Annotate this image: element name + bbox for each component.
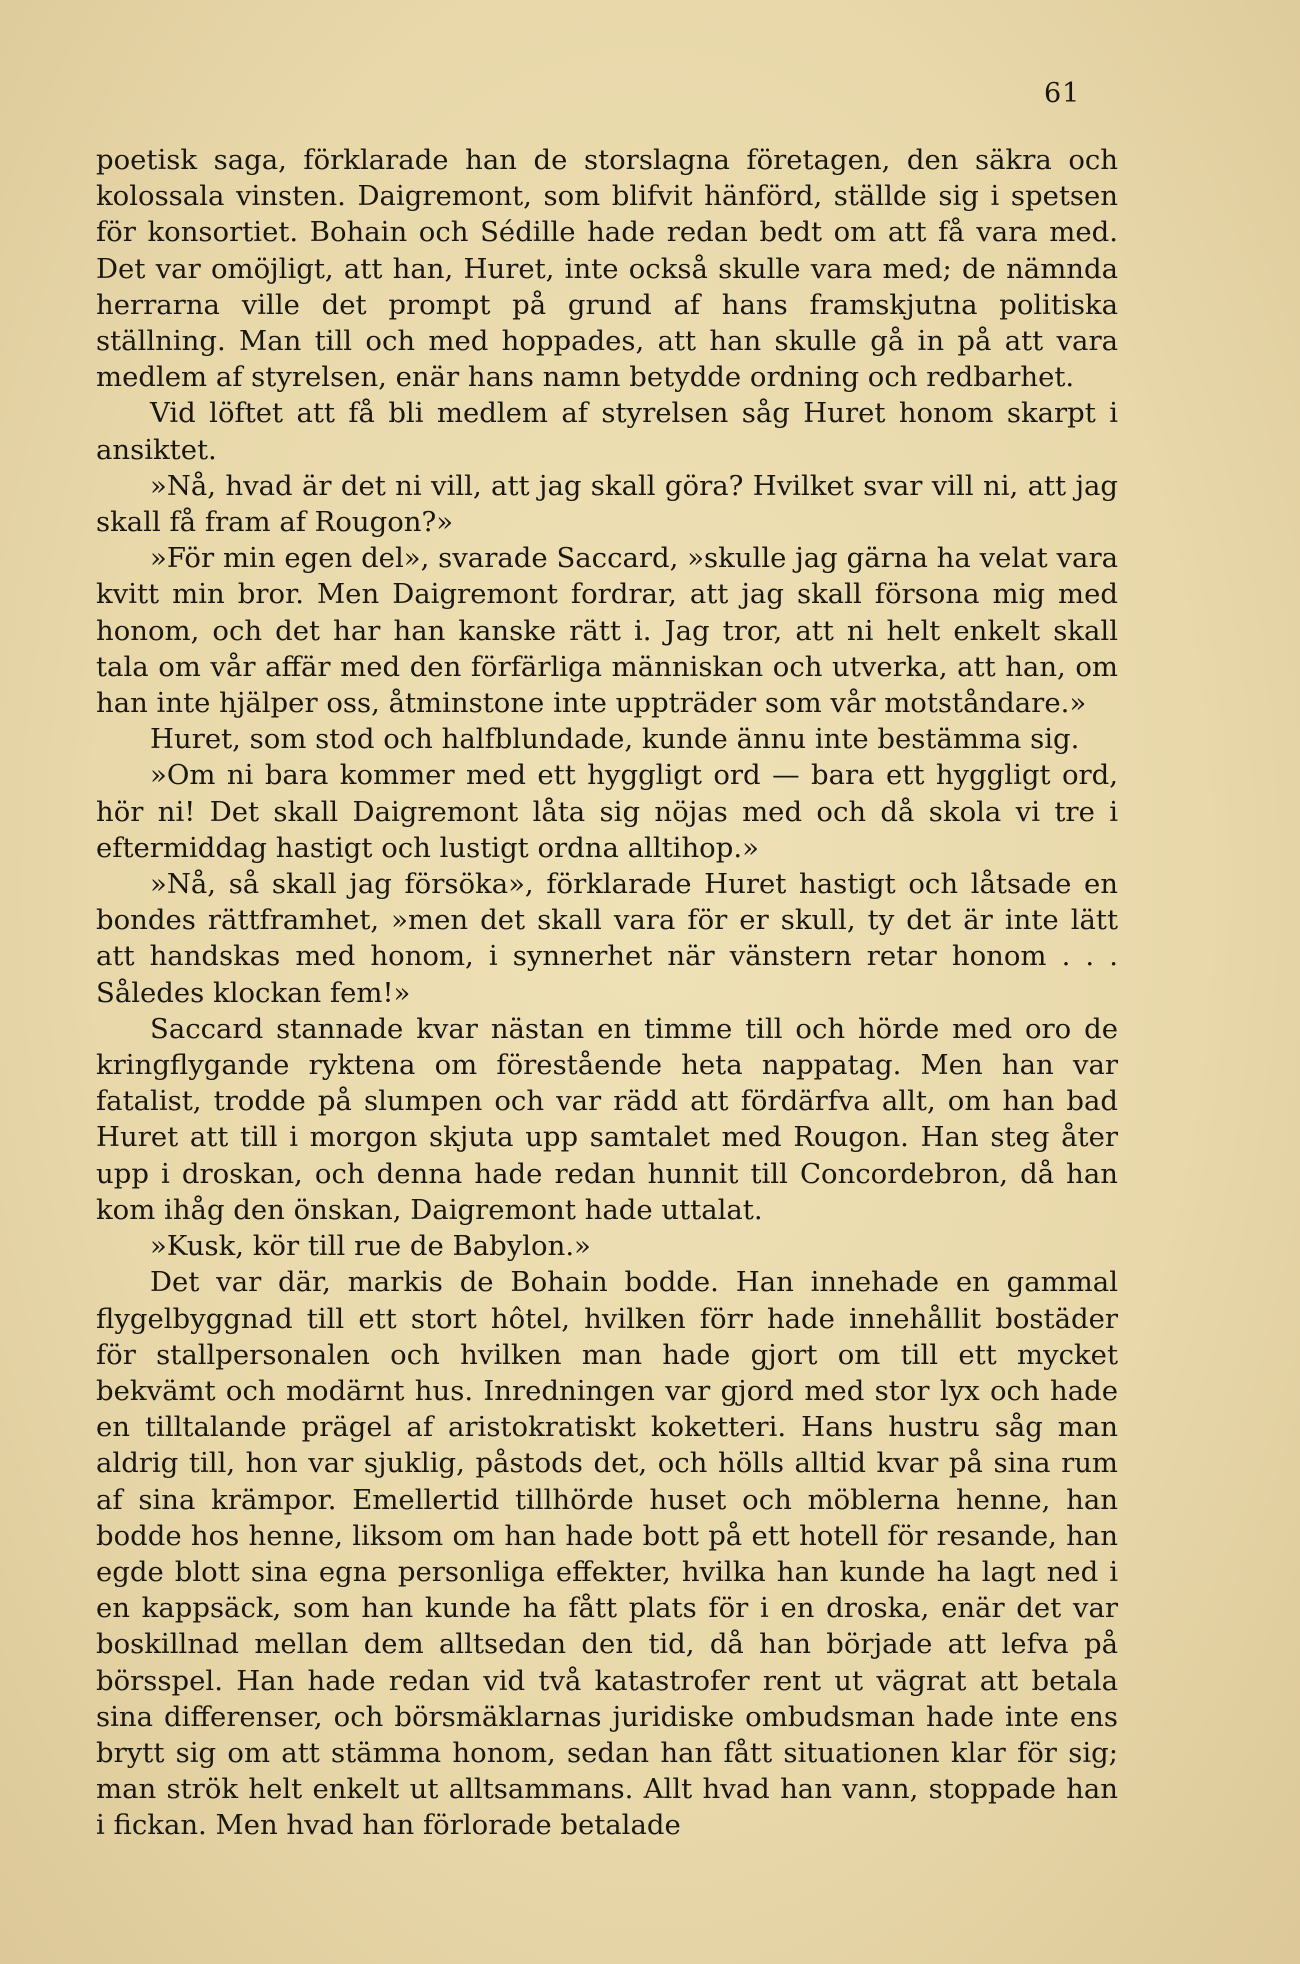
paragraph: »Kusk, kör till rue de Babylon.» xyxy=(150,1230,591,1263)
paragraph: Vid löftet att få bli medlem af styrelsen såg Huret honom skarpt i ansiktet. xyxy=(96,397,1118,466)
body-text xyxy=(96,142,1118,1844)
paragraph: Det var där, markis de Bohain bodde. Han innehade en gammal flygelbyggnad till ett stort hôtel, hvilken förr hade innehållit bostäder för stallpersonalen och hvilken man hade gjort om till ett mycket bekvämt och modärnt hus. Inredningen var gjord med stor lyx och hade en tilltalande prägel af aristokratiskt koketteri. Hans hustru såg man aldrig till, hon var sjuklig, påstods det, och hölls alltid kvar på sina rum af sina krämpor. Emellertid tillhörde huset och möblerna henne, han bodde hos henne, liksom om han hade bott på ett hotell för resande, han egde blott sina egna personliga effekter, hvilka han kunde ha lagt ned i en kappsäck, som han kunde ha fått plats för i en droska, enär det var boskillnad mellan dem alltsedan den tid, då han började att lefva på börsspel. Han hade redan vid två katastrofer rent ut vägrat att betala sina differenser, och börsmäklarnas juridiske ombudsman hade inte ens brytt sig om att stämma honom, sedan han fått situationen klar för sig; man strök helt enkelt ut alltsammans. Allt hvad han vann, stoppade han i fickan. Men hvad han förlorade betalade xyxy=(96,1266,1118,1842)
paragraph: »Om ni bara kommer med ett hyggligt ord — bara ett hyggligt ord, hör ni! Det skall Daigremont låta sig nöjas med och då skola vi tre i eftermiddag hastigt och lustigt ordna alltihop.» xyxy=(96,759,1118,864)
paragraph: Huret, som stod och halfblundade, kunde ännu inte bestämma sig. xyxy=(150,723,1080,756)
paragraph: »Nå, så skall jag försöka», förklarade Huret hastigt och låtsade en bondes rättframhet, »men det skall vara för er skull, ty det är inte lätt att handskas med honom, i synnerhet när vänstern retar honom . . . Således klockan fem!» xyxy=(96,868,1118,1009)
paragraph: »Nå, hvad är det ni vill, att jag skall göra? Hvilket svar vill ni, att jag skall få fram af Rougon?» xyxy=(96,469,1118,539)
page-number: 61 xyxy=(1044,78,1081,109)
paragraph: Saccard stannade kvar nästan en timme till och hörde med oro de kringflygande ryktena om förestående heta nappatag. Men han var fatalist, trodde på slumpen och var rädd att fördärfva allt, om han bad Huret att till i morgon skjuta upp samtalet med Rougon. Han steg åter upp i droskan, och denna hade redan hunnit till Concordebron, då han kom ihåg den önskan, Daigremont hade uttalat. xyxy=(96,1012,1118,1226)
paragraph: »För min egen del», svarade Saccard, »skulle jag gärna ha velat vara kvitt min bror. Men Daigremont fordrar, att jag skall försona mig med honom, och det har han kanske rätt i. Jag tror, att ni helt enkelt skall tala om vår affär med den förfärliga människan och utverka, att han, om han inte hjälper oss, åtminstone inte uppträder som vår motståndare.» xyxy=(96,542,1118,720)
paragraph: poetisk saga, förklarade han de storslagna företagen, den säkra och kolossala vinsten. Daigremont, som blifvit hänförd, ställde sig i spetsen för konsortiet. Bohain och Sédille hade redan bedt om att få vara med. Det var omöjligt, att han, Huret, inte också skulle vara med; de nämnda herrarna ville det prompt på grund af hans framskjutna politiska ställning. Man till och med hoppades, att han skulle gå in på att vara medlem af styrelsen, enär hans namn betydde ordning och redbarhet. xyxy=(96,144,1118,394)
